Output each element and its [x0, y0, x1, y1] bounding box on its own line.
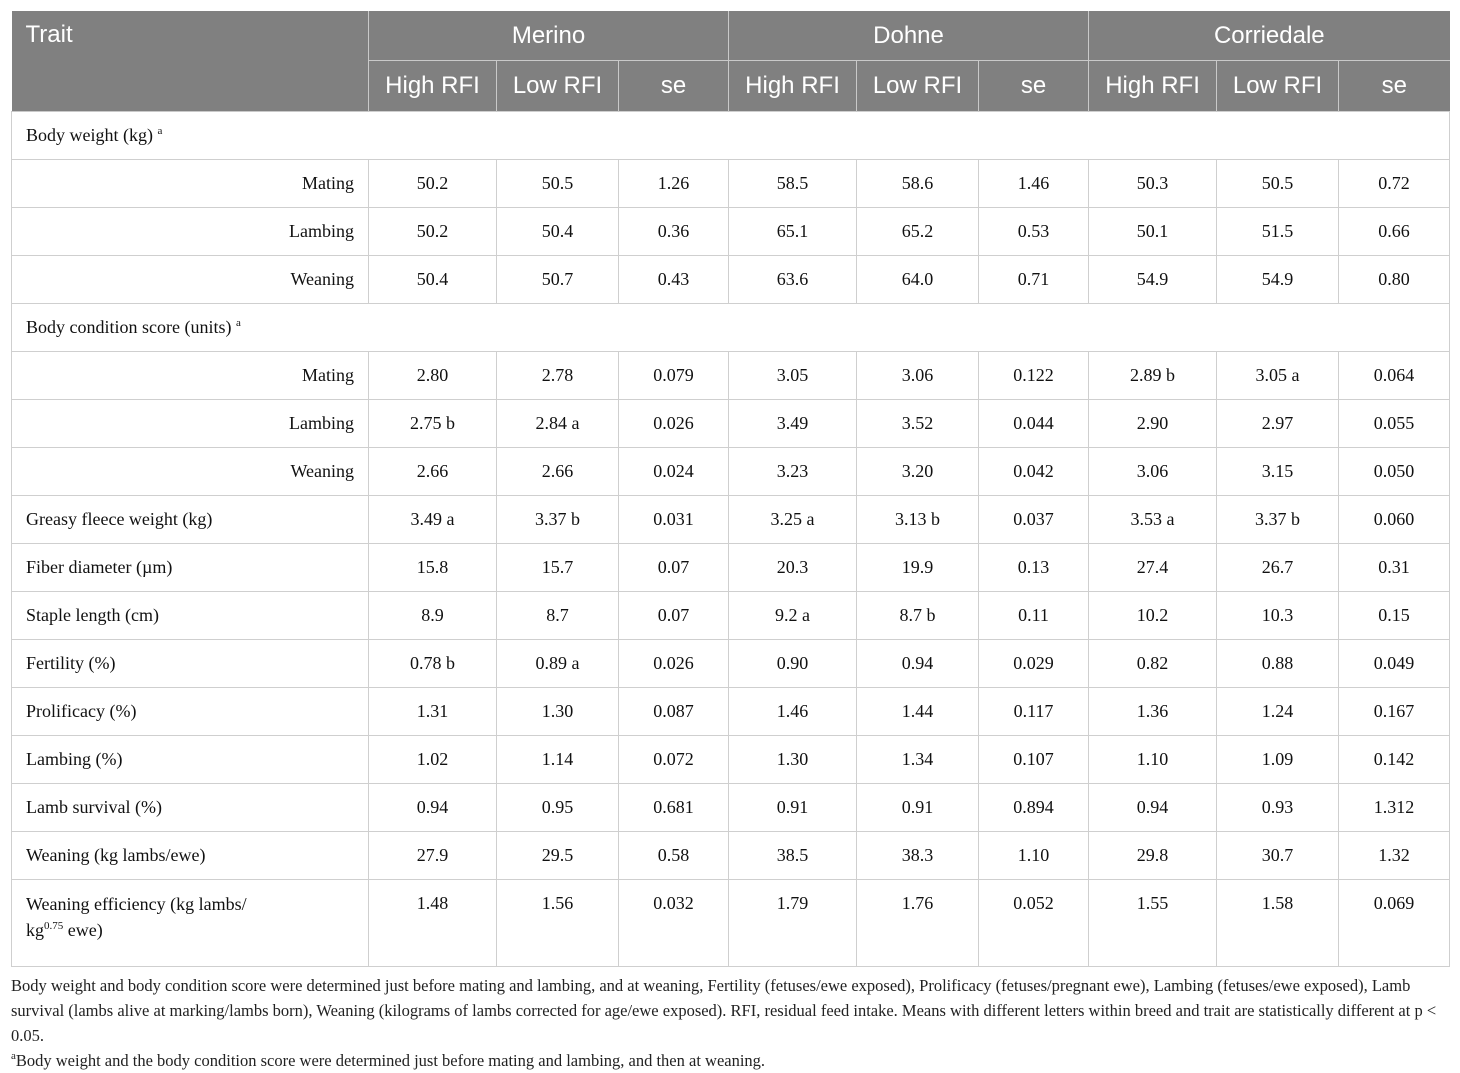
table-cell: 50.1 [1089, 208, 1217, 256]
table-cell: 27.9 [369, 832, 497, 880]
row-label: Lamb survival (%) [12, 784, 369, 832]
table-cell: 0.91 [857, 784, 979, 832]
table-cell: 1.32 [1339, 832, 1450, 880]
table-cell: 54.9 [1089, 256, 1217, 304]
row-label: Fertility (%) [12, 640, 369, 688]
table-row [12, 256, 1450, 304]
table-cell: 0.31 [1339, 544, 1450, 592]
table-cell: 0.894 [979, 784, 1089, 832]
table-cell: 3.06 [1089, 448, 1217, 496]
table-footnote [11, 1048, 1449, 1073]
table-cell: 0.042 [979, 448, 1089, 496]
table-cell: 58.6 [857, 160, 979, 208]
table-row [12, 208, 1450, 256]
table-cell: 1.30 [729, 736, 857, 784]
table-cell: 10.3 [1217, 592, 1339, 640]
table-cell: 0.91 [729, 784, 857, 832]
table-cell: 2.78 [497, 352, 619, 400]
breed-header-corriedale: Corriedale [1089, 11, 1450, 61]
section-label-text: Body condition score (units) [26, 317, 232, 337]
table-row [12, 736, 1450, 784]
table-header [12, 11, 1450, 112]
table-cell: 0.95 [497, 784, 619, 832]
table-cell: 0.107 [979, 736, 1089, 784]
table-cell: 50.4 [369, 256, 497, 304]
table-cell: 0.050 [1339, 448, 1450, 496]
table-cell: 0.055 [1339, 400, 1450, 448]
table-cell: 2.66 [497, 448, 619, 496]
section-label [12, 304, 1450, 352]
table-cell: 0.142 [1339, 736, 1450, 784]
table-cell: 0.94 [857, 640, 979, 688]
table-cell: 9.2 a [729, 592, 857, 640]
table-cell: 63.6 [729, 256, 857, 304]
table-body [12, 112, 1450, 160]
subheader-high-rfi: High RFI [369, 61, 497, 112]
table-cell: 0.94 [369, 784, 497, 832]
table-row-weaning-efficiency [12, 880, 1450, 967]
table-cell: 38.5 [729, 832, 857, 880]
table-cell: 64.0 [857, 256, 979, 304]
table-cell: 29.8 [1089, 832, 1217, 880]
table-cell: 0.82 [1089, 640, 1217, 688]
table-cell: 0.167 [1339, 688, 1450, 736]
table-cell: 0.80 [1339, 256, 1450, 304]
footnote-marker: a [11, 1050, 16, 1062]
breed-header-merino: Merino [369, 11, 729, 61]
table-cell: 38.3 [857, 832, 979, 880]
table-cell: 1.58 [1217, 880, 1339, 967]
table-cell: 0.78 b [369, 640, 497, 688]
table-cell: 0.11 [979, 592, 1089, 640]
table-cell: 0.037 [979, 496, 1089, 544]
table-cell: 58.5 [729, 160, 857, 208]
table-row [12, 400, 1450, 448]
table-cell: 0.079 [619, 352, 729, 400]
table-cell: 19.9 [857, 544, 979, 592]
table-cell: 3.49 [729, 400, 857, 448]
table-cell: 0.026 [619, 400, 729, 448]
trait-rows [12, 496, 1450, 880]
section-footnote-marker: a [235, 317, 241, 329]
table-cell: 51.5 [1217, 208, 1339, 256]
table-cell: 0.53 [979, 208, 1089, 256]
row-label: Lambing [12, 400, 369, 448]
table-cell: 1.56 [497, 880, 619, 967]
row-label [12, 880, 369, 967]
table-cell: 65.1 [729, 208, 857, 256]
table-cell: 65.2 [857, 208, 979, 256]
table-cell: 0.89 a [497, 640, 619, 688]
table-cell: 0.117 [979, 688, 1089, 736]
subheader-low-rfi: Low RFI [857, 61, 979, 112]
row-label: Lambing [12, 208, 369, 256]
table-cell: 1.46 [729, 688, 857, 736]
table-cell: 50.3 [1089, 160, 1217, 208]
table-cell: 3.49 a [369, 496, 497, 544]
table-cell: 54.9 [1217, 256, 1339, 304]
row-label: Weaning (kg lambs/ewe) [12, 832, 369, 880]
subheader-low-rfi: Low RFI [1217, 61, 1339, 112]
section-row-bcs [12, 304, 1450, 352]
results-table [11, 11, 1450, 967]
table-cell: 10.2 [1089, 592, 1217, 640]
table-cell: 3.37 b [1217, 496, 1339, 544]
table-row [12, 448, 1450, 496]
table-cell: 0.90 [729, 640, 857, 688]
footnote-text: Body weight and the body condition score were determined just before mating and lambing, and then at weaning. [15, 1051, 766, 1070]
table-cell: 1.76 [857, 880, 979, 967]
subheader-se: se [1339, 61, 1450, 112]
table-row [12, 496, 1450, 544]
table-cell: 1.79 [729, 880, 857, 967]
row-label: Lambing (%) [12, 736, 369, 784]
table-body-bcs [12, 304, 1450, 352]
table-cell: 0.66 [1339, 208, 1450, 256]
table-cell: 0.032 [619, 880, 729, 967]
subheader-high-rfi: High RFI [1089, 61, 1217, 112]
table-cell: 50.7 [497, 256, 619, 304]
table-cell: 3.52 [857, 400, 979, 448]
subheader-se: se [619, 61, 729, 112]
breed-header-dohne: Dohne [729, 11, 1089, 61]
table-cell: 0.122 [979, 352, 1089, 400]
table-cell: 1.02 [369, 736, 497, 784]
table-cell: 2.84 a [497, 400, 619, 448]
table-cell: 2.75 b [369, 400, 497, 448]
table-cell: 0.07 [619, 544, 729, 592]
table-row [12, 784, 1450, 832]
table-cell: 2.80 [369, 352, 497, 400]
table-cell: 0.72 [1339, 160, 1450, 208]
table-cell: 0.069 [1339, 880, 1450, 967]
section-label-text: Body weight (kg) [26, 125, 153, 145]
table-cell: 8.9 [369, 592, 497, 640]
bcs-rows [12, 352, 1450, 496]
trait-header: Trait [12, 11, 369, 112]
table-cell: 1.34 [857, 736, 979, 784]
table-cell: 0.026 [619, 640, 729, 688]
table-cell: 1.10 [1089, 736, 1217, 784]
table-row [12, 592, 1450, 640]
table-cell: 1.46 [979, 160, 1089, 208]
table-row [12, 352, 1450, 400]
table-cell: 1.14 [497, 736, 619, 784]
table-row [12, 688, 1450, 736]
table-cell: 3.23 [729, 448, 857, 496]
table-cell: 2.97 [1217, 400, 1339, 448]
table-cell: 0.052 [979, 880, 1089, 967]
table-cell: 3.25 a [729, 496, 857, 544]
section-footnote-marker: a [157, 125, 163, 137]
table-cell: 3.06 [857, 352, 979, 400]
table-cell: 0.58 [619, 832, 729, 880]
table-row [12, 160, 1450, 208]
table-row [12, 640, 1450, 688]
table-cell: 3.53 a [1089, 496, 1217, 544]
row-label: Mating [12, 352, 369, 400]
table-cell: 50.5 [497, 160, 619, 208]
table-cell: 1.48 [369, 880, 497, 967]
table-cell: 0.681 [619, 784, 729, 832]
table-cell: 0.031 [619, 496, 729, 544]
table-cell: 50.5 [1217, 160, 1339, 208]
row-label: Staple length (cm) [12, 592, 369, 640]
table-cell: 1.26 [619, 160, 729, 208]
row-label-kg: kg [26, 920, 44, 940]
subheader-se: se [979, 61, 1089, 112]
table-cell: 0.15 [1339, 592, 1450, 640]
table-cell: 0.064 [1339, 352, 1450, 400]
table-cell: 0.087 [619, 688, 729, 736]
table-cell: 0.43 [619, 256, 729, 304]
table-cell: 50.2 [369, 208, 497, 256]
row-label-line1: Weaning efficiency (kg lambs/ [26, 894, 247, 914]
table-container [11, 11, 1449, 1073]
section-label [12, 112, 1450, 160]
table-cell: 1.30 [497, 688, 619, 736]
table-cell: 3.15 [1217, 448, 1339, 496]
table-cell: 1.09 [1217, 736, 1339, 784]
table-cell: 3.20 [857, 448, 979, 496]
table-cell: 3.13 b [857, 496, 979, 544]
table-cell: 3.05 [729, 352, 857, 400]
table-cell: 1.44 [857, 688, 979, 736]
row-label: Mating [12, 160, 369, 208]
row-label-end: ewe) [63, 920, 103, 940]
table-row [12, 832, 1450, 880]
table-cell: 26.7 [1217, 544, 1339, 592]
efficiency-body [12, 880, 1450, 967]
table-cell: 0.88 [1217, 640, 1339, 688]
table-cell: 8.7 [497, 592, 619, 640]
row-label-exponent: 0.75 [44, 920, 64, 932]
subheader-high-rfi: High RFI [729, 61, 857, 112]
table-cell: 1.36 [1089, 688, 1217, 736]
table-cell: 1.10 [979, 832, 1089, 880]
table-cell: 0.71 [979, 256, 1089, 304]
table-cell: 29.5 [497, 832, 619, 880]
table-cell: 3.37 b [497, 496, 619, 544]
table-cell: 2.66 [369, 448, 497, 496]
table-cell: 0.024 [619, 448, 729, 496]
table-cell: 27.4 [1089, 544, 1217, 592]
table-cell: 0.94 [1089, 784, 1217, 832]
row-label: Prolificacy (%) [12, 688, 369, 736]
section-row-body-weight [12, 112, 1450, 160]
table-cell: 15.8 [369, 544, 497, 592]
table-cell: 0.044 [979, 400, 1089, 448]
table-cell: 0.072 [619, 736, 729, 784]
row-label: Greasy fleece weight (kg) [12, 496, 369, 544]
table-cell: 15.7 [497, 544, 619, 592]
table-notes [11, 973, 1449, 1073]
table-cell: 0.049 [1339, 640, 1450, 688]
table-cell: 8.7 b [857, 592, 979, 640]
table-cell: 20.3 [729, 544, 857, 592]
table-cell: 0.060 [1339, 496, 1450, 544]
table-cell: 0.13 [979, 544, 1089, 592]
table-cell: 0.93 [1217, 784, 1339, 832]
table-note-main: Body weight and body condition score were determined just before mating and lambing, and at weaning, Fertility (fetuses/ewe exposed), Prolificacy (fetuses/pregnant ewe), Lambing (fetuses/ewe exposed), Lamb survival (lambs alive at marking/lambs born), Weaning (kilograms of lambs corrected for age/ewe exposed). RFI, residual feed intake. Means with different letters within breed and trait are statistically different at p < 0.05. [11, 976, 1437, 1045]
table-cell: 50.4 [497, 208, 619, 256]
subheader-low-rfi: Low RFI [497, 61, 619, 112]
table-cell: 1.31 [369, 688, 497, 736]
row-label: Fiber diameter (µm) [12, 544, 369, 592]
table-cell: 0.36 [619, 208, 729, 256]
table-cell: 1.55 [1089, 880, 1217, 967]
table-cell: 2.90 [1089, 400, 1217, 448]
table-cell: 1.312 [1339, 784, 1450, 832]
table-cell: 30.7 [1217, 832, 1339, 880]
row-label: Weaning [12, 448, 369, 496]
table-row [12, 544, 1450, 592]
table-cell: 50.2 [369, 160, 497, 208]
row-label: Weaning [12, 256, 369, 304]
table-cell: 0.07 [619, 592, 729, 640]
body-weight-rows [12, 160, 1450, 304]
table-cell: 3.05 a [1217, 352, 1339, 400]
table-cell: 0.029 [979, 640, 1089, 688]
table-cell: 2.89 b [1089, 352, 1217, 400]
table-cell: 1.24 [1217, 688, 1339, 736]
